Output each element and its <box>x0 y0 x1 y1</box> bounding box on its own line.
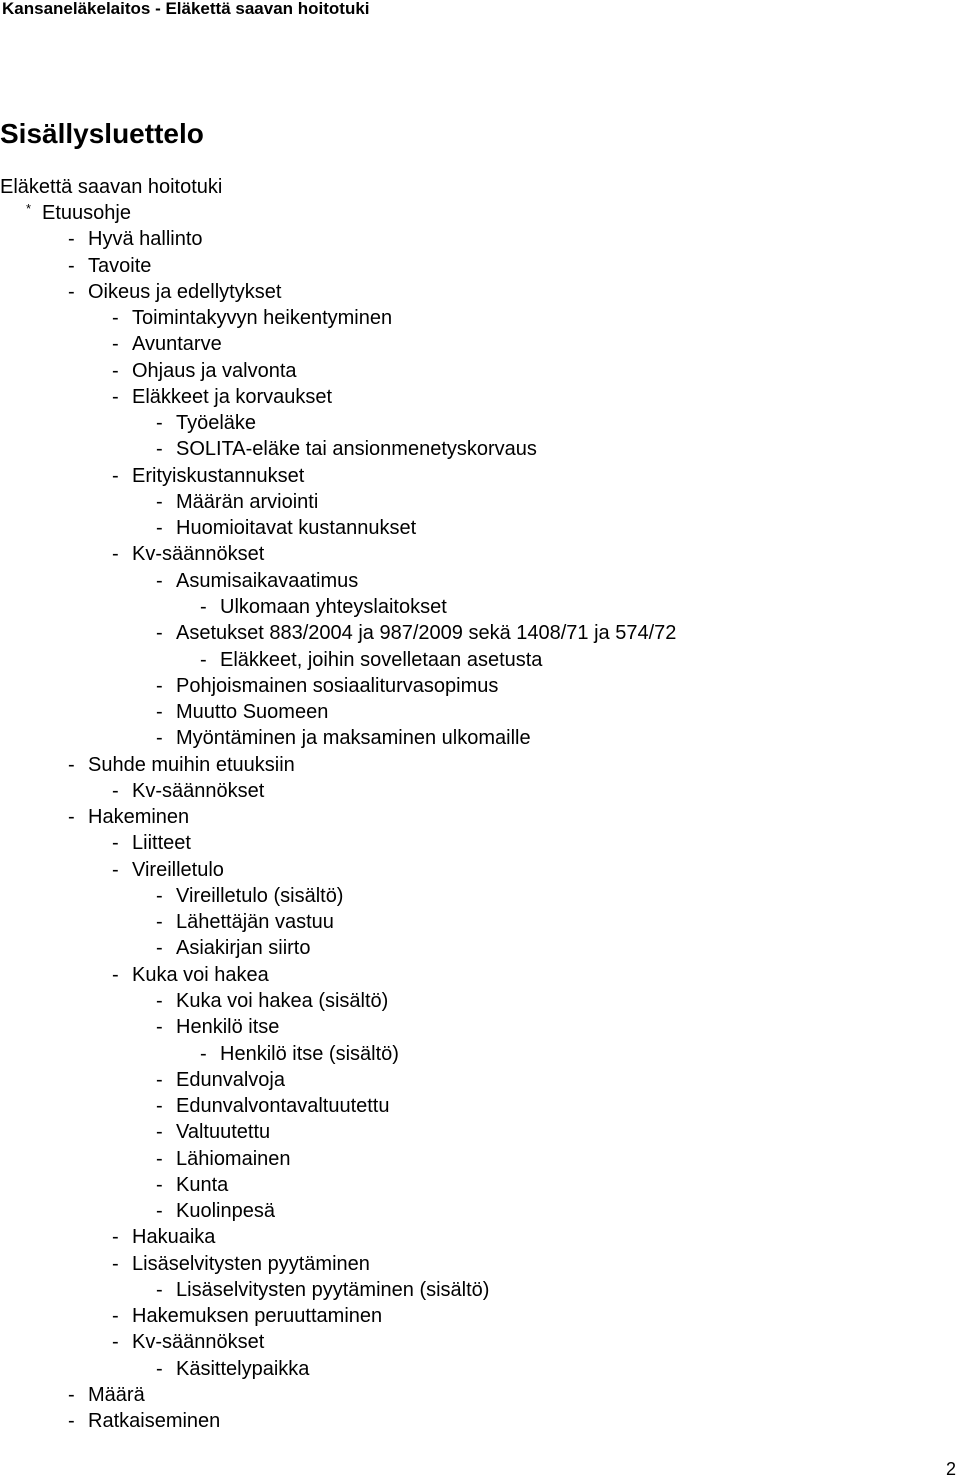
dash-bullet-icon: - <box>112 1331 119 1354</box>
toc-item-label[interactable]: Hakuaika <box>132 1226 216 1249</box>
toc-item-label[interactable]: Ohjaus ja valvonta <box>132 359 297 382</box>
dash-bullet-icon: - <box>112 858 119 881</box>
toc-root-entry[interactable]: Eläkettä saavan hoitotuki <box>0 176 223 198</box>
dash-bullet-icon: - <box>156 1147 163 1170</box>
toc-item-label[interactable]: Liitteet <box>132 832 191 855</box>
toc-item-label[interactable]: Oikeus ja edellytykset <box>88 280 282 303</box>
toc-item-label[interactable]: Ulkomaan yhteyslaitokset <box>220 595 447 618</box>
dash-bullet-icon: - <box>156 989 163 1012</box>
toc-item-label[interactable]: Tavoite <box>88 254 152 277</box>
toc-item-label[interactable]: Edunvalvoja <box>176 1068 285 1091</box>
dash-bullet-icon: - <box>156 438 163 461</box>
toc-item-label[interactable]: Kv-säännökset <box>132 779 265 802</box>
toc-item-label[interactable]: Hyvä hallinto <box>88 228 203 251</box>
dash-bullet-icon: - <box>156 674 163 697</box>
dash-bullet-icon: - <box>156 517 163 540</box>
dash-bullet-icon: - <box>68 1410 75 1433</box>
asterisk-bullet-icon: * <box>26 201 32 216</box>
dash-bullet-icon: - <box>112 1305 119 1328</box>
dash-bullet-icon: - <box>112 1226 119 1249</box>
dash-bullet-icon: - <box>156 911 163 934</box>
dash-bullet-icon: - <box>156 1016 163 1039</box>
dash-bullet-icon: - <box>156 727 163 750</box>
toc-item-label[interactable]: Lisäselvitysten pyytäminen (sisältö) <box>176 1278 490 1301</box>
toc-item-label[interactable]: Erityiskustannukset <box>132 464 305 487</box>
toc-heading: Sisällysluettelo <box>0 118 204 149</box>
dash-bullet-icon: - <box>156 937 163 960</box>
toc-item-label[interactable]: Suhde muihin etuuksiin <box>88 753 295 776</box>
toc-item-label[interactable]: Huomioitavat kustannukset <box>176 517 417 540</box>
toc-item-label[interactable]: Asiakirjan siirto <box>176 937 311 960</box>
dash-bullet-icon: - <box>68 280 75 303</box>
toc-item-label[interactable]: Kuolinpesä <box>176 1200 275 1223</box>
toc-item-label[interactable]: Myöntäminen ja maksaminen ulkomaille <box>176 727 531 750</box>
dash-bullet-icon: - <box>68 228 75 251</box>
dash-bullet-icon: - <box>156 412 163 435</box>
toc-item-label[interactable]: Vireilletulo <box>132 858 224 881</box>
dash-bullet-icon: - <box>68 806 75 829</box>
document-header: Kansaneläkelaitos - Eläkettä saavan hoitotuki <box>2 0 370 18</box>
toc-item-label[interactable]: Asumisaikavaatimus <box>176 569 359 592</box>
dash-bullet-icon: - <box>200 595 207 618</box>
toc-item-label[interactable]: Ratkaiseminen <box>88 1410 221 1433</box>
dash-bullet-icon: - <box>156 569 163 592</box>
dash-bullet-icon: - <box>156 1173 163 1196</box>
dash-bullet-icon: - <box>112 333 119 356</box>
toc-item-label[interactable]: Avuntarve <box>132 333 222 356</box>
dash-bullet-icon: - <box>112 963 119 986</box>
toc-item-label[interactable]: Henkilö itse (sisältö) <box>220 1042 399 1065</box>
dash-bullet-icon: - <box>68 1383 75 1406</box>
dash-bullet-icon: - <box>112 359 119 382</box>
toc-item-label[interactable]: Henkilö itse <box>176 1016 280 1039</box>
toc-item-label[interactable]: Eläkkeet, joihin sovelletaan asetusta <box>220 648 543 671</box>
toc-item-label[interactable]: Vireilletulo (sisältö) <box>176 884 344 907</box>
dash-bullet-icon: - <box>156 1121 163 1144</box>
dash-bullet-icon: - <box>156 1357 163 1380</box>
toc-item-label[interactable]: Kuka voi hakea (sisältö) <box>176 989 389 1012</box>
dash-bullet-icon: - <box>112 1252 119 1275</box>
toc-item-label[interactable]: Määrä <box>88 1383 145 1406</box>
dash-bullet-icon: - <box>68 753 75 776</box>
toc-item-label[interactable]: Hakemuksen peruuttaminen <box>132 1305 383 1328</box>
dash-bullet-icon: - <box>112 543 119 566</box>
toc-item-label[interactable]: Kunta <box>176 1173 229 1196</box>
dash-bullet-icon: - <box>200 1042 207 1065</box>
dash-bullet-icon: - <box>156 1068 163 1091</box>
dash-bullet-icon: - <box>156 1200 163 1223</box>
toc-item-label[interactable]: Käsittelypaikka <box>176 1357 310 1380</box>
toc-item-label[interactable]: Muutto Suomeen <box>176 701 329 724</box>
dash-bullet-icon: - <box>112 464 119 487</box>
dash-bullet-icon: - <box>156 622 163 645</box>
toc-item-label[interactable]: Lähiomainen <box>176 1147 291 1170</box>
dash-bullet-icon: - <box>200 648 207 671</box>
dash-bullet-icon: - <box>156 701 163 724</box>
dash-bullet-icon: - <box>156 1095 163 1118</box>
toc-item-label[interactable]: Lähettäjän vastuu <box>176 911 334 934</box>
toc-item-label[interactable]: Etuusohje <box>42 202 131 224</box>
toc-item-label[interactable]: Lisäselvitysten pyytäminen <box>132 1252 370 1275</box>
toc-item-label[interactable]: Kv-säännökset <box>132 543 265 566</box>
toc-item-label[interactable]: Työeläke <box>176 412 257 435</box>
toc-item-label[interactable]: Pohjoismainen sosiaaliturvasopimus <box>176 674 499 697</box>
toc-item-label[interactable]: Kuka voi hakea <box>132 963 269 986</box>
dash-bullet-icon: - <box>112 832 119 855</box>
toc-item-label[interactable]: Toimintakyvyn heikentyminen <box>132 307 393 330</box>
dash-bullet-icon: - <box>156 1278 163 1301</box>
toc-item-label[interactable]: Hakeminen <box>88 806 190 829</box>
toc-item-label[interactable]: Edunvalvontavaltuutettu <box>176 1095 390 1118</box>
toc-item-label[interactable]: Määrän arviointi <box>176 490 319 513</box>
dash-bullet-icon: - <box>68 254 75 277</box>
toc-item-label[interactable]: Asetukset 883/2004 ja 987/2009 sekä 1408/71 ja 574/72 <box>176 622 677 645</box>
page-number: 2 <box>945 1459 956 1479</box>
toc-item-label[interactable]: Valtuutettu <box>176 1121 271 1144</box>
dash-bullet-icon: - <box>156 490 163 513</box>
dash-bullet-icon: - <box>112 385 119 408</box>
dash-bullet-icon: - <box>156 884 163 907</box>
dash-bullet-icon: - <box>112 307 119 330</box>
dash-bullet-icon: - <box>112 779 119 802</box>
toc-item-label[interactable]: SOLITA-eläke tai ansionmenetyskorvaus <box>176 438 537 461</box>
toc-item-label[interactable]: Eläkkeet ja korvaukset <box>132 385 333 408</box>
toc-item-label[interactable]: Kv-säännökset <box>132 1331 265 1354</box>
